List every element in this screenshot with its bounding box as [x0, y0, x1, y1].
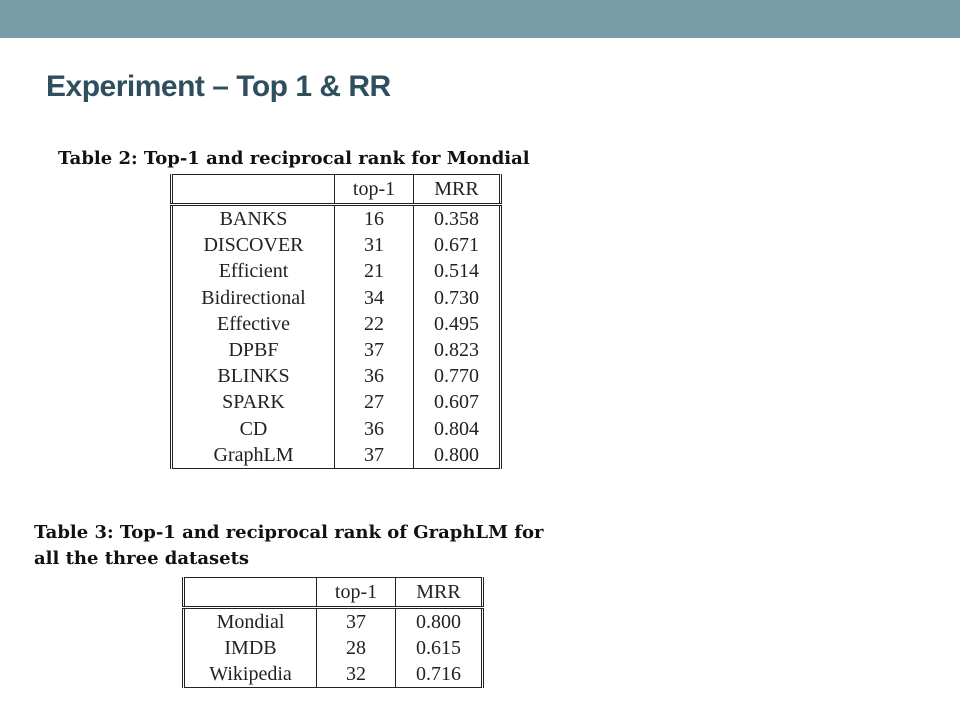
table-2-caption: Table 2: Top-1 and reciprocal rank for Mondial: [58, 148, 530, 169]
top1-cell: 37: [317, 608, 396, 636]
mrr-cell: 0.671: [414, 232, 501, 258]
table-3-caption: [34, 520, 544, 572]
dataset-cell: Wikipedia: [209, 663, 292, 685]
method-cell: GraphLM: [213, 443, 294, 466]
mrr-cell: 0.730: [414, 285, 501, 311]
mrr-cell: 0.823: [414, 337, 501, 363]
header-cell-name: [172, 175, 335, 205]
mrr-cell: 0.615: [396, 635, 483, 661]
slide-title: Experiment – Top 1 & RR: [46, 70, 391, 103]
mrr-cell: 0.800: [396, 608, 483, 636]
method-cell: Bidirectional: [201, 286, 306, 309]
top1-cell: 16: [335, 205, 414, 233]
top1-cell: 27: [335, 389, 414, 415]
mrr-cell: 0.358: [414, 205, 501, 233]
table-3: [182, 577, 484, 688]
method-cell: Effective: [217, 312, 290, 335]
top1-cell: 37: [335, 442, 414, 469]
mrr-cell: 0.495: [414, 311, 501, 337]
table-row: [184, 635, 483, 661]
table-row: [172, 389, 501, 415]
top1-cell: 21: [335, 258, 414, 284]
mrr-cell: 0.716: [396, 661, 483, 688]
table-row: [172, 232, 501, 258]
mrr-cell: 0.770: [414, 363, 501, 389]
top1-cell: 31: [335, 232, 414, 258]
table-row: [184, 661, 483, 688]
table-row: [184, 608, 483, 636]
header-cell-mrr: MRR: [396, 578, 483, 608]
top1-cell: 28: [317, 635, 396, 661]
method-cell: Efficient: [218, 260, 289, 283]
header-cell-mrr: MRR: [414, 175, 501, 205]
dataset-cell: IMDB: [224, 637, 277, 659]
mrr-cell: 0.800: [414, 442, 501, 469]
header-cell-top1: top-1: [335, 175, 414, 205]
table-row: [172, 205, 501, 233]
table-row: [172, 416, 501, 442]
method-cell: DPBF: [228, 339, 279, 362]
mrr-cell: 0.804: [414, 416, 501, 442]
method-cell: SPARK: [222, 391, 285, 414]
table-header-row: [172, 175, 501, 205]
table-row: [172, 311, 501, 337]
table-row: [172, 258, 501, 284]
method-cell: CD: [239, 417, 268, 440]
mrr-cell: 0.607: [414, 389, 501, 415]
table-3-caption-line2: all the three datasets: [34, 548, 250, 569]
top1-cell: 37: [335, 337, 414, 363]
header-cell-top1: top-1: [317, 578, 396, 608]
top1-cell: 36: [335, 363, 414, 389]
table-3-caption-line1: Table 3: Top-1 and reciprocal rank of GraphLM for: [34, 522, 544, 543]
table-2: [170, 174, 502, 469]
table-header-row: [184, 578, 483, 608]
header-cell-dataset: [184, 578, 317, 608]
slide-header-bar: [0, 0, 960, 38]
table-row: [172, 285, 501, 311]
dataset-cell: Mondial: [216, 611, 285, 633]
table-row: [172, 442, 501, 469]
table-row: [172, 337, 501, 363]
method-cell: BLINKS: [217, 365, 290, 388]
top1-cell: 36: [335, 416, 414, 442]
method-cell: BANKS: [219, 208, 288, 231]
top1-cell: 22: [335, 311, 414, 337]
top1-cell: 32: [317, 661, 396, 688]
mrr-cell: 0.514: [414, 258, 501, 284]
table-row: [172, 363, 501, 389]
method-cell: DISCOVER: [203, 234, 304, 257]
top1-cell: 34: [335, 285, 414, 311]
